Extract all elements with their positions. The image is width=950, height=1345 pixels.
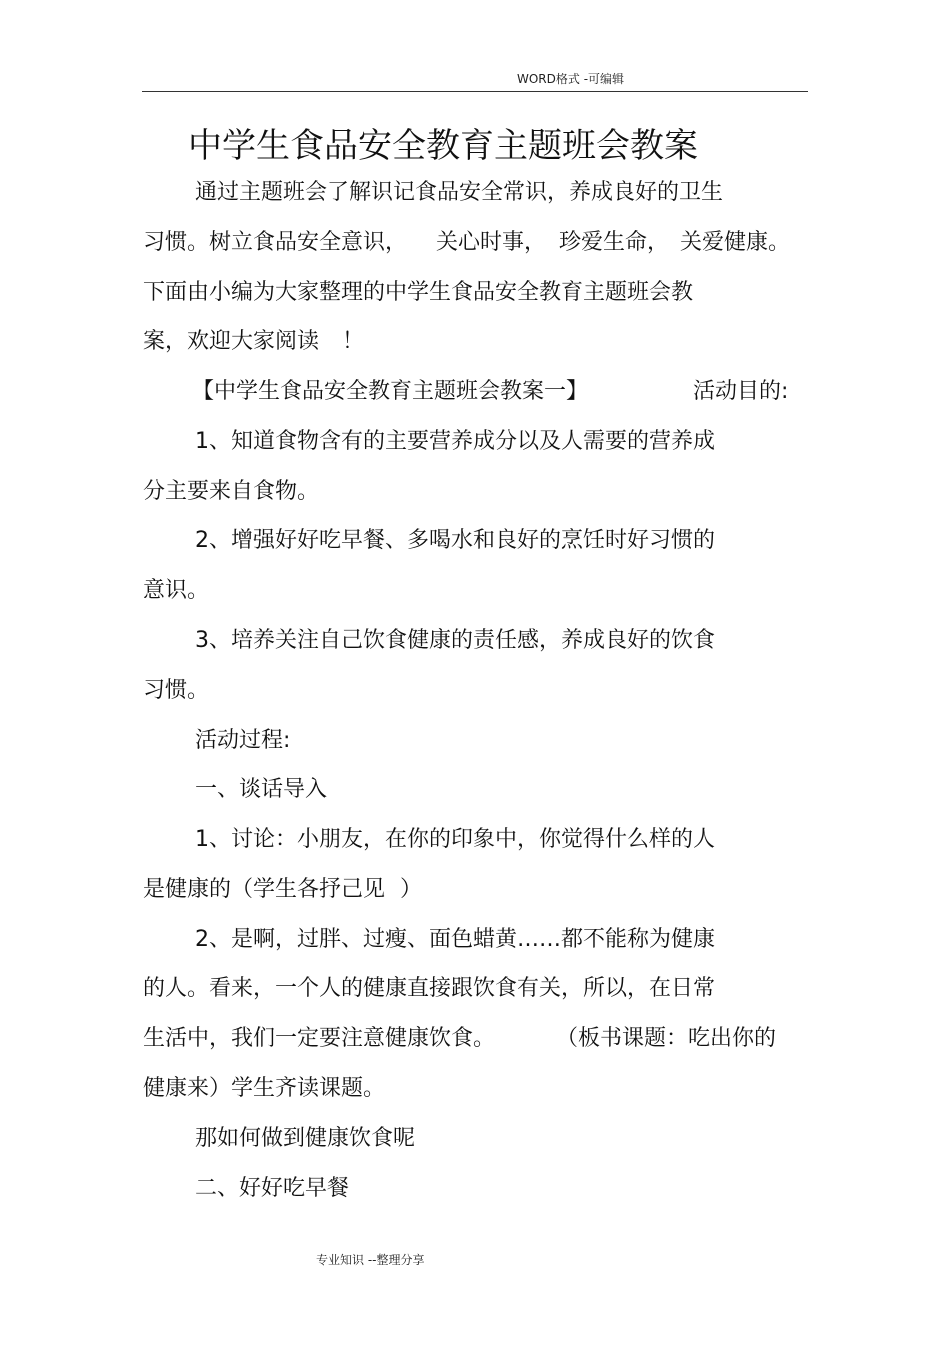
body-line: 的人。看来，一个人的健康直接跟饮食有关，所以，在日常 (143, 976, 716, 1001)
body-line: 2、是啊，过胖、过瘦、面色蜡黄……都不能称为健康 (195, 927, 715, 952)
body-line: （板书课题：吃出你的 (556, 1026, 777, 1051)
body-line: 习惯。 (143, 678, 210, 703)
body-line: 生活中，我们一定要注意健康饮食。 (143, 1026, 496, 1051)
body-line: ！ (342, 329, 365, 354)
body-line: 1、知道食物含有的主要营养成分以及人需要的营养成 (195, 429, 715, 454)
body-line: 那如何做到健康饮食呢 (195, 1126, 416, 1151)
header-divider (142, 91, 808, 92)
section-heading: 二、好好吃早餐 (195, 1176, 350, 1201)
body-line: 活动目的: (693, 379, 789, 404)
body-line: 2、增强好好吃早餐、多喝水和良好的烹饪时好习惯的 (195, 528, 715, 553)
body-line: 健康来）学生齐读课题。 (143, 1076, 386, 1101)
body-line: 活动过程: (195, 728, 291, 753)
body-line: 下面由小编为大家整理的中学生食品安全教育主题班会教 (143, 280, 694, 305)
body-line: 关爱健康。 (680, 230, 791, 255)
body-line: 通过主题班会了解识记食品安全常识，养成良好的卫生 (195, 180, 724, 205)
document-title: 中学生食品安全教育主题班会教案 (188, 126, 698, 166)
body-line: 案，欢迎大家阅读 (143, 329, 320, 354)
body-line: 习惯。树立食品安全意识， (143, 230, 408, 255)
body-line: 意识。 (143, 578, 210, 603)
footer-label: 专业知识 --整理分享 (316, 1253, 425, 1267)
header-label: WORD格式 -可编辑 (517, 72, 625, 86)
body-line: 是健康的（学生各抒己见 (143, 877, 386, 902)
section-heading: 【中学生食品安全教育主题班会教案一】 (192, 379, 589, 404)
body-line: 分主要来自食物。 (143, 479, 320, 504)
body-line: 关心时事， (436, 230, 547, 255)
section-heading: 一、谈话导入 (195, 777, 328, 802)
body-line: 3、培养关注自己饮食健康的责任感，养成良好的饮食 (195, 628, 715, 653)
body-line: ） (400, 877, 423, 902)
body-line: 珍爱生命， (559, 230, 670, 255)
body-line: 1、讨论：小朋友，在你的印象中，你觉得什么样的人 (195, 827, 715, 852)
